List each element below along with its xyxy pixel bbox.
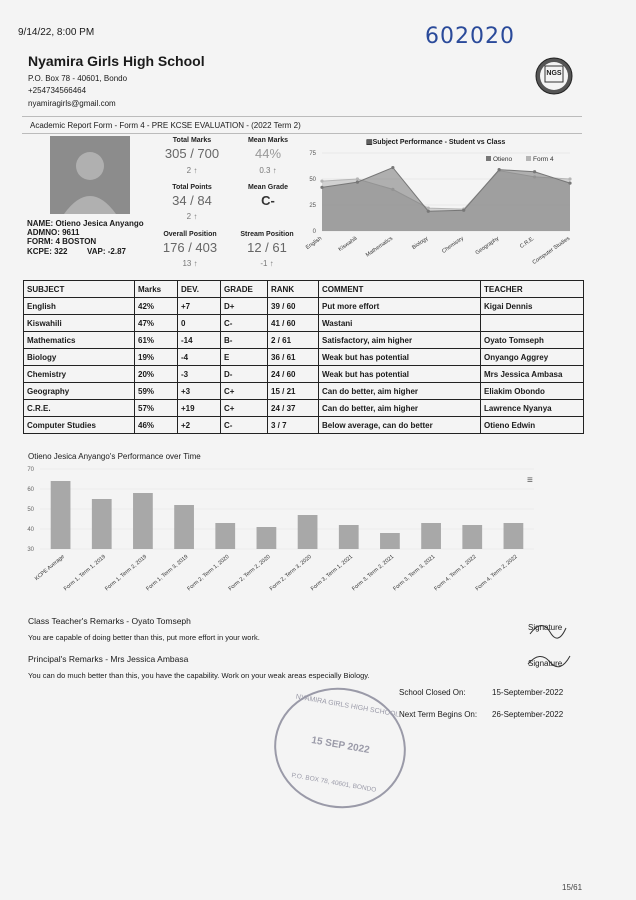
header-grade: GRADE (221, 281, 268, 298)
y-tick-label: 70 (27, 467, 34, 473)
legend-label: Form 4 (533, 156, 554, 163)
cell-rank: 24 / 60 (268, 366, 319, 383)
cell-rank: 24 / 37 (268, 400, 319, 417)
school-logo (534, 56, 574, 96)
x-tick-label: KCPE Average (33, 553, 66, 583)
x-tick-label: English (304, 235, 324, 251)
x-tick-label: Form 3, Term 2, 2021 (351, 553, 396, 593)
stream-position-value: 12 / 61 (247, 240, 287, 255)
mean-marks-dev: 0.3 ↑ (259, 166, 277, 175)
cell-subject: Kiswahili (24, 315, 135, 332)
logo-text: NGS (546, 70, 562, 77)
cell-grade: E (221, 349, 268, 366)
table-row (24, 349, 584, 366)
cell-marks: 57% (135, 400, 178, 417)
cell-rank: 2 / 61 (268, 332, 319, 349)
data-point (498, 168, 501, 171)
cell-rank: 36 / 61 (268, 349, 319, 366)
x-tick-label: Form 3, Term 1, 2021 (309, 553, 355, 593)
overall-position-value: 176 / 403 (162, 240, 218, 255)
header-rank: RANK (268, 281, 319, 298)
header-dev: DEV. (178, 281, 221, 298)
x-tick-label: Computer Studies (531, 235, 572, 266)
legend-swatch (486, 156, 491, 161)
x-tick-label: Form 1, Term 2, 2019 (104, 553, 149, 593)
cell-marks: 61% (135, 332, 178, 349)
bar (257, 527, 277, 549)
x-tick-label: Form 2, Term 2, 2020 (227, 553, 272, 593)
cell-marks: 46% (135, 417, 178, 434)
table-header-row (24, 281, 584, 298)
data-point (462, 209, 465, 212)
mean-grade-value: C- (261, 193, 275, 208)
stamp-date: 15 SEP 2022 (310, 735, 371, 757)
y-tick-label: 40 (27, 527, 34, 533)
x-tick-label: Form 4, Term 1, 2022 (433, 553, 478, 593)
data-point (356, 181, 359, 184)
bar (421, 523, 441, 549)
x-tick-label: Form 3, Term 3, 2021 (392, 553, 437, 593)
cell-dev: -4 (178, 349, 221, 366)
cell-grade: B- (221, 332, 268, 349)
data-point (427, 210, 430, 213)
stream-position-label: Stream Position (240, 231, 294, 238)
cell-subject: Mathematics (24, 332, 135, 349)
data-point (568, 182, 571, 185)
stream-position-dev: -1 ↑ (260, 259, 274, 268)
class-teacher-remarks-title: Class Teacher's Remarks - Oyato Tomseph (28, 616, 191, 626)
cell-subject: Chemistry (24, 366, 135, 383)
x-tick-label: Geography (474, 235, 501, 257)
y-tick-label: 30 (27, 547, 34, 553)
next-term-date: 26-September-2022 (492, 710, 564, 719)
student-form: FORM: 4 BOSTON (27, 237, 97, 246)
mean-grade-label: Mean Grade (247, 184, 289, 191)
bar (215, 523, 235, 549)
series-area-otieno (322, 168, 570, 231)
time-chart-title: Otieno Jesica Anyango's Performance over Time (28, 452, 201, 461)
cell-teacher: Eliakim Obondo (481, 383, 584, 400)
overall-position-label: Overall Position (163, 231, 217, 238)
cell-subject: Geography (24, 383, 135, 400)
overall-position-dev: 13 ↑ (182, 259, 198, 268)
cell-dev: 0 (178, 315, 221, 332)
total-marks-label: Total Marks (172, 137, 212, 144)
header-comment: COMMENT (319, 281, 481, 298)
header-marks: Marks (135, 281, 178, 298)
total-marks-value: 305 / 700 (164, 146, 220, 161)
school-email: nyamiragirls@gmail.com (28, 99, 116, 108)
mean-marks-value: 44% (254, 146, 282, 161)
school-stamp (265, 677, 416, 818)
data-point (568, 177, 571, 180)
school-address: P.O. Box 78 - 40601, Bondo (28, 74, 128, 83)
total-points-label: Total Points (172, 184, 212, 191)
cell-dev: +3 (178, 383, 221, 400)
cell-subject: Biology (24, 349, 135, 366)
student-photo (50, 136, 130, 214)
performance-over-time-chart (24, 449, 584, 619)
x-tick-label: Form 4, Term 2, 2022 (474, 553, 519, 593)
stamp-box-text: P.O. BOX 78, 40601, BONDO (290, 772, 377, 794)
cell-comment: Satisfactory, aim higher (319, 332, 481, 349)
table-row (24, 366, 584, 383)
cell-dev: +19 (178, 400, 221, 417)
bar (92, 499, 112, 549)
data-point (533, 170, 536, 173)
school-closed-date: 15-September-2022 (492, 688, 564, 697)
school-phone: +254734566464 (28, 86, 87, 95)
header-subject: SUBJECT (24, 281, 135, 298)
cell-grade: C- (221, 315, 268, 332)
cell-teacher (481, 315, 584, 332)
cell-grade: C+ (221, 383, 268, 400)
cell-subject: Computer Studies (24, 417, 135, 434)
cell-dev: -3 (178, 366, 221, 383)
bar (339, 525, 359, 549)
y-tick-label: 50 (309, 177, 316, 183)
header-teacher: TEACHER (481, 281, 584, 298)
cell-dev: -14 (178, 332, 221, 349)
mean-marks-label: Mean Marks (247, 137, 289, 144)
bar (462, 525, 482, 549)
y-tick-label: 60 (27, 487, 34, 493)
cell-comment: Weak but has potential (319, 366, 481, 383)
subjects-table (23, 280, 584, 434)
bar (51, 481, 71, 549)
class-teacher-signature: Signature (528, 623, 563, 632)
cell-subject: C.R.E. (24, 400, 135, 417)
y-tick-label: 75 (309, 151, 316, 157)
table-row (24, 400, 584, 417)
subject-performance-chart (300, 135, 580, 275)
cell-teacher: Lawrence Nyanya (481, 400, 584, 417)
cell-rank: 3 / 7 (268, 417, 319, 434)
y-tick-label: 50 (27, 507, 34, 513)
table-row (24, 417, 584, 434)
x-tick-label: Mathematics (365, 235, 395, 259)
cell-comment: Weak but has potential (319, 349, 481, 366)
cell-comment: Below average, can do better (319, 417, 481, 434)
print-timestamp: 9/14/22, 8:00 PM (18, 27, 95, 38)
cell-teacher: Kigai Dennis (481, 298, 584, 315)
report-title: Academic Report Form - Form 4 - PRE KCSE EVALUATION - (2022 Term 2) (30, 121, 301, 130)
header-divider (22, 116, 582, 117)
y-tick-label: 0 (312, 229, 316, 235)
data-point (356, 177, 359, 180)
x-tick-label: Form 1, Term 3, 2019 (145, 553, 190, 593)
x-tick-label: Form 2, Term 1, 2020 (186, 553, 231, 593)
table-row (24, 332, 584, 349)
cell-teacher: Oyato Tomseph (481, 332, 584, 349)
cell-subject: English (24, 298, 135, 315)
legend-label: Otieno (493, 156, 513, 163)
cell-grade: C- (221, 417, 268, 434)
bar (298, 515, 318, 549)
principal-signature: Signature (528, 659, 563, 668)
table-row (24, 298, 584, 315)
cell-comment: Can do better, aim higher (319, 400, 481, 417)
time-chart-svg (24, 449, 584, 619)
subject-chart-svg (300, 135, 580, 275)
total-marks-dev: 2 ↑ (186, 166, 198, 175)
cell-comment: Wastani (319, 315, 481, 332)
bar (174, 505, 194, 549)
cell-rank: 41 / 60 (268, 315, 319, 332)
table-row (24, 315, 584, 332)
total-points-dev: 2 ↑ (186, 212, 198, 221)
x-tick-label: Form 2, Term 3, 2020 (268, 553, 313, 593)
student-admno: ADMNO: 9611 (27, 228, 80, 237)
class-teacher-remarks-text: You are capable of doing better than this, put more effort in your work. (28, 633, 260, 642)
next-term-label: Next Term Begins On: (399, 710, 478, 719)
cell-grade: D+ (221, 298, 268, 315)
cell-teacher: Mrs Jessica Ambasa (481, 366, 584, 383)
cell-marks: 59% (135, 383, 178, 400)
cell-rank: 15 / 21 (268, 383, 319, 400)
cell-marks: 20% (135, 366, 178, 383)
data-point (391, 166, 394, 169)
handwritten-number: 602020 (425, 24, 515, 49)
cell-dev: +7 (178, 298, 221, 315)
cell-teacher: Onyango Aggrey (481, 349, 584, 366)
chart-icon: ▥ (366, 139, 373, 146)
principal-remarks-title: Principal's Remarks - Mrs Jessica Ambasa (28, 654, 189, 664)
data-point (320, 186, 323, 189)
y-tick-label: 25 (309, 203, 316, 209)
page-number: 15/61 (562, 883, 583, 892)
x-tick-label: Kiswahili (337, 235, 359, 253)
cell-comment: Put more effort (319, 298, 481, 315)
table-row (24, 383, 584, 400)
cell-dev: +2 (178, 417, 221, 434)
x-tick-label: C.R.E. (519, 235, 536, 250)
student-vap: VAP: -2.87 (87, 247, 126, 256)
principal-remarks-text: You can do much better than this, you have the capability. Work on your weak areas especially Biology. (28, 671, 370, 680)
x-tick-label: Biology (411, 235, 430, 251)
student-name: NAME: Otieno Jesica Anyango (27, 219, 144, 228)
x-tick-label: Form 1, Term 1, 2019 (62, 553, 108, 593)
cell-comment: Can do better, aim higher (319, 383, 481, 400)
cell-rank: 39 / 60 (268, 298, 319, 315)
cell-grade: D- (221, 366, 268, 383)
school-closed-label: School Closed On: (399, 688, 466, 697)
subject-chart-title-text: Subject Performance - Student vs Class (372, 139, 506, 146)
bar (133, 493, 153, 549)
data-point (320, 179, 323, 182)
x-tick-label: Chemistry (441, 235, 465, 255)
cell-marks: 19% (135, 349, 178, 366)
cell-grade: C+ (221, 400, 268, 417)
total-points-value: 34 / 84 (172, 193, 212, 208)
student-kcpe: KCPE: 322 (27, 247, 68, 256)
cell-marks: 47% (135, 315, 178, 332)
cell-teacher: Otieno Edwin (481, 417, 584, 434)
signature-scribble (520, 616, 580, 676)
title-divider (22, 133, 582, 134)
bar (380, 533, 400, 549)
chart-menu-icon[interactable]: ≡ (527, 475, 533, 486)
stamp-school-text: NYAMIRA GIRLS HIGH SCHOOL (295, 693, 400, 719)
cell-marks: 42% (135, 298, 178, 315)
legend-swatch (526, 156, 531, 161)
school-name: Nyamira Girls High School (28, 53, 205, 69)
bar (504, 523, 524, 549)
